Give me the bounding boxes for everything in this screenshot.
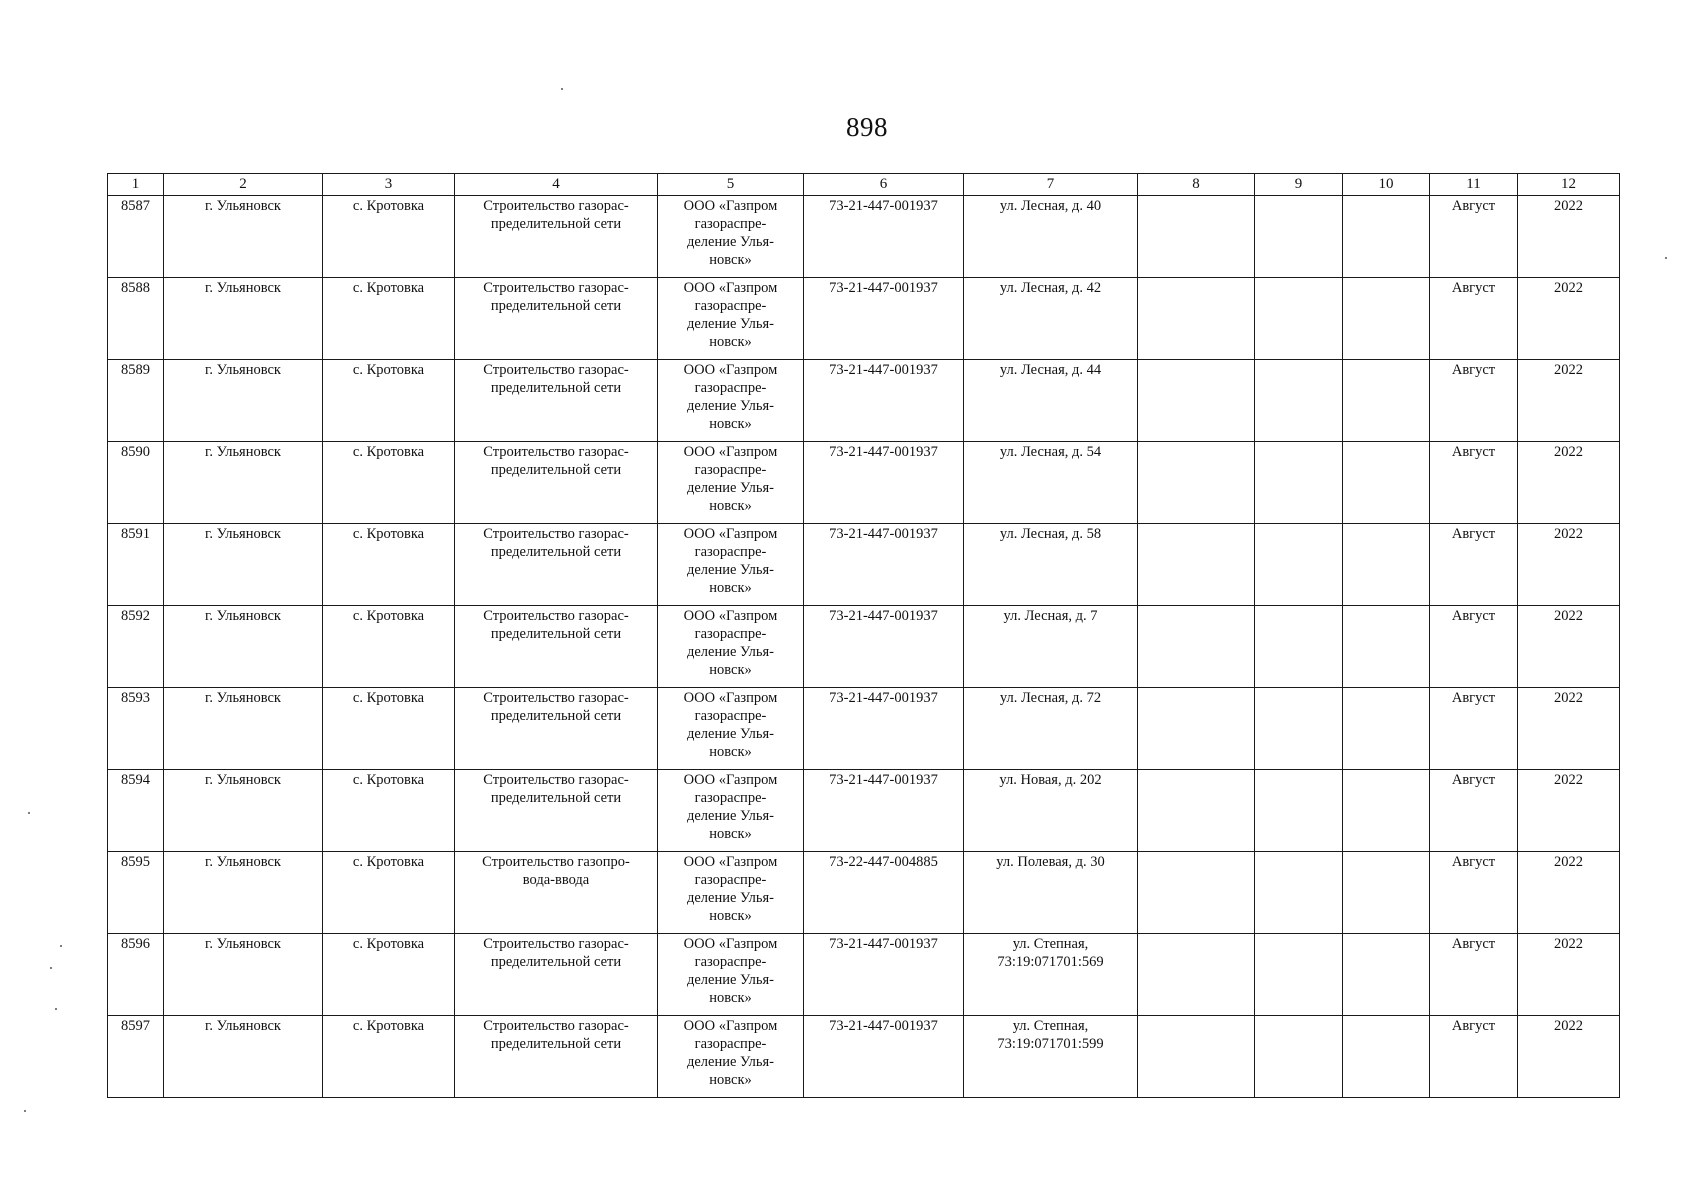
year-cell: 2022 [1518,524,1620,606]
column-header: 8 [1138,174,1255,196]
cell-line: новск» [709,1072,752,1088]
cell-line: деление Улья- [686,234,775,250]
cell-line: Строительство газорас- [483,280,629,296]
city-cell: г. Ульяновск [164,606,323,688]
column-header: 12 [1518,174,1620,196]
cell-line: ООО «Газпром [683,608,778,624]
work-type-cell [455,360,658,442]
record-number: 8590 [108,442,164,524]
cell-line: Строительство газорас- [483,608,629,624]
cell-line: газораспре- [694,216,767,232]
registry-number-cell: 73-21-447-001937 [804,360,964,442]
cell-line: ООО «Газпром [683,280,778,296]
column-header: 2 [164,174,323,196]
cell-line: ул. Лесная, д. 40 [999,198,1102,214]
registry-number-cell: 73-21-447-001937 [804,196,964,278]
registry-number-cell: 73-21-447-001937 [804,442,964,524]
cell-line: новск» [709,252,752,268]
cell-line: Строительство газорас- [483,526,629,542]
address-cell [964,770,1138,852]
scan-speck [60,945,62,947]
cell-line: ул. Лесная, д. 72 [999,690,1102,706]
col8-cell [1138,934,1255,1016]
table-row [108,606,1620,688]
village-cell: с. Кротовка [323,852,455,934]
record-number: 8594 [108,770,164,852]
column-header: 6 [804,174,964,196]
cell-line: ООО «Газпром [683,362,778,378]
col8-cell [1138,606,1255,688]
address-cell [964,1016,1138,1098]
col8-cell [1138,852,1255,934]
organization-cell [658,196,804,278]
cell-line: ООО «Газпром [683,444,778,460]
cell-line: новск» [709,498,752,514]
col9-cell [1255,278,1343,360]
city-cell: г. Ульяновск [164,770,323,852]
organization-cell [658,1016,804,1098]
cell-line: деление Улья- [686,316,775,332]
cell-line: ул. Новая, д. 202 [999,772,1102,788]
month-cell: Август [1430,934,1518,1016]
column-header: 11 [1430,174,1518,196]
cell-line: Строительство газорас- [483,936,629,952]
work-type-cell [455,852,658,934]
table-row [108,852,1620,934]
month-cell: Август [1430,442,1518,524]
table-row [108,934,1620,1016]
address-cell [964,934,1138,1016]
cell-line: ул. Лесная, д. 58 [999,526,1102,542]
work-type-cell [455,1016,658,1098]
month-cell: Август [1430,196,1518,278]
work-type-cell [455,196,658,278]
cell-line: пределительной сети [490,708,622,724]
cell-line: новск» [709,662,752,678]
work-type-cell [455,278,658,360]
cell-line: пределительной сети [490,954,622,970]
column-header: 4 [455,174,658,196]
table-row [108,770,1620,852]
month-cell: Август [1430,606,1518,688]
column-number-row [108,174,1620,196]
work-type-cell [455,688,658,770]
col9-cell [1255,606,1343,688]
cell-line: деление Улья- [686,1054,775,1070]
village-cell: с. Кротовка [323,688,455,770]
cell-line: Строительство газорас- [483,772,629,788]
village-cell: с. Кротовка [323,770,455,852]
column-header: 10 [1343,174,1430,196]
address-cell [964,442,1138,524]
year-cell: 2022 [1518,770,1620,852]
village-cell: с. Кротовка [323,360,455,442]
month-cell: Август [1430,524,1518,606]
address-cell [964,852,1138,934]
cell-line: ООО «Газпром [683,1018,778,1034]
cell-line: ул. Лесная, д. 44 [999,362,1102,378]
col8-cell [1138,442,1255,524]
address-cell [964,606,1138,688]
registry-number-cell: 73-21-447-001937 [804,524,964,606]
year-cell: 2022 [1518,852,1620,934]
cell-line: деление Улья- [686,480,775,496]
year-cell: 2022 [1518,688,1620,770]
column-header: 9 [1255,174,1343,196]
col10-cell [1343,688,1430,770]
column-header: 5 [658,174,804,196]
month-cell: Август [1430,852,1518,934]
col8-cell [1138,688,1255,770]
cell-line: Строительство газопро- [482,854,630,870]
city-cell: г. Ульяновск [164,360,323,442]
cell-line: газораспре- [694,544,767,560]
cell-line: газораспре- [694,790,767,806]
city-cell: г. Ульяновск [164,442,323,524]
village-cell: с. Кротовка [323,442,455,524]
record-number: 8593 [108,688,164,770]
city-cell: г. Ульяновск [164,524,323,606]
organization-cell [658,606,804,688]
cell-line: ООО «Газпром [683,854,778,870]
cell-line: газораспре- [694,708,767,724]
cell-line: ул. Лесная, д. 42 [999,280,1102,296]
record-number: 8592 [108,606,164,688]
cell-line: новск» [709,416,752,432]
organization-cell [658,852,804,934]
cell-line: ул. Полевая, д. 30 [996,854,1105,870]
cell-line: пределительной сети [490,626,622,642]
cell-line: газораспре- [694,954,767,970]
col9-cell [1255,524,1343,606]
cell-line: новск» [709,744,752,760]
col10-cell [1343,934,1430,1016]
work-type-cell [455,606,658,688]
registry-number-cell: 73-21-447-001937 [804,934,964,1016]
address-cell [964,278,1138,360]
village-cell: с. Кротовка [323,278,455,360]
record-number: 8589 [108,360,164,442]
cell-line: газораспре- [694,380,767,396]
address-cell [964,196,1138,278]
cell-line: газораспре- [694,872,767,888]
address-cell [964,524,1138,606]
organization-cell [658,770,804,852]
col10-cell [1343,852,1430,934]
cell-line: ул. Степная, [1012,1018,1089,1034]
scan-speck [1665,257,1667,259]
cell-line: газораспре- [694,298,767,314]
city-cell: г. Ульяновск [164,852,323,934]
year-cell: 2022 [1518,934,1620,1016]
registry-number-cell: 73-21-447-001937 [804,1016,964,1098]
city-cell: г. Ульяновск [164,278,323,360]
registry-number-cell: 73-21-447-001937 [804,278,964,360]
col8-cell [1138,196,1255,278]
organization-cell [658,360,804,442]
cell-line: пределительной сети [490,790,622,806]
col9-cell [1255,688,1343,770]
col9-cell [1255,1016,1343,1098]
cell-line: ул. Степная, [1012,936,1089,952]
cell-line: ООО «Газпром [683,936,778,952]
col10-cell [1343,770,1430,852]
village-cell: с. Кротовка [323,196,455,278]
organization-cell [658,688,804,770]
col8-cell [1138,524,1255,606]
city-cell: г. Ульяновск [164,1016,323,1098]
month-cell: Август [1430,770,1518,852]
col9-cell [1255,934,1343,1016]
col9-cell [1255,442,1343,524]
col9-cell [1255,770,1343,852]
record-number: 8591 [108,524,164,606]
cell-line: деление Улья- [686,726,775,742]
table-row [108,360,1620,442]
col10-cell [1343,606,1430,688]
column-header: 7 [964,174,1138,196]
cell-line: Строительство газорас- [483,198,629,214]
cell-line: ул. Лесная, д. 7 [1003,608,1098,624]
work-type-cell [455,524,658,606]
address-cell [964,688,1138,770]
cell-line: ООО «Газпром [683,690,778,706]
record-number: 8588 [108,278,164,360]
work-type-cell [455,770,658,852]
cell-line: газораспре- [694,1036,767,1052]
col10-cell [1343,442,1430,524]
cell-line: пределительной сети [490,1036,622,1052]
scan-speck [24,1110,26,1112]
cell-line: ООО «Газпром [683,772,778,788]
cell-line: пределительной сети [490,544,622,560]
col8-cell [1138,360,1255,442]
table-row [108,442,1620,524]
cell-line: 73:19:071701:599 [997,1036,1104,1052]
col9-cell [1255,852,1343,934]
table-row [108,196,1620,278]
cell-line: газораспре- [694,462,767,478]
col10-cell [1343,524,1430,606]
column-header: 1 [108,174,164,196]
city-cell: г. Ульяновск [164,196,323,278]
col8-cell [1138,1016,1255,1098]
month-cell: Август [1430,360,1518,442]
scan-speck [50,967,52,969]
organization-cell [658,278,804,360]
table-row [108,688,1620,770]
cell-line: новск» [709,908,752,924]
column-header: 3 [323,174,455,196]
village-cell: с. Кротовка [323,1016,455,1098]
cell-line: деление Улья- [686,562,775,578]
scan-speck [561,88,563,90]
table-row [108,278,1620,360]
year-cell: 2022 [1518,278,1620,360]
village-cell: с. Кротовка [323,934,455,1016]
col9-cell [1255,360,1343,442]
address-cell [964,360,1138,442]
cell-line: ул. Лесная, д. 54 [999,444,1102,460]
registry-number-cell: 73-22-447-004885 [804,852,964,934]
col8-cell [1138,770,1255,852]
table-row [108,1016,1620,1098]
year-cell: 2022 [1518,442,1620,524]
cell-line: деление Улья- [686,972,775,988]
col10-cell [1343,1016,1430,1098]
village-cell: с. Кротовка [323,524,455,606]
page-number: 898 [846,112,888,142]
cell-line: ООО «Газпром [683,198,778,214]
cell-line: новск» [709,334,752,350]
record-number: 8595 [108,852,164,934]
cell-line: пределительной сети [490,216,622,232]
col10-cell [1343,196,1430,278]
year-cell: 2022 [1518,606,1620,688]
cell-line: газораспре- [694,626,767,642]
registry-number-cell: 73-21-447-001937 [804,770,964,852]
cell-line: деление Улья- [686,808,775,824]
col10-cell [1343,278,1430,360]
organization-cell [658,934,804,1016]
work-type-cell [455,934,658,1016]
col8-cell [1138,278,1255,360]
city-cell: г. Ульяновск [164,688,323,770]
cell-line: 73:19:071701:569 [997,954,1104,970]
month-cell: Август [1430,1016,1518,1098]
scan-speck [28,812,30,814]
cell-line: новск» [709,990,752,1006]
register-table [107,173,1620,1098]
cell-line: деление Улья- [686,398,775,414]
record-number: 8596 [108,934,164,1016]
cell-line: ООО «Газпром [683,526,778,542]
work-type-cell [455,442,658,524]
cell-line: пределительной сети [490,462,622,478]
cell-line: вода-ввода [522,872,590,888]
registry-number-cell: 73-21-447-001937 [804,688,964,770]
cell-line: Строительство газорас- [483,690,629,706]
city-cell: г. Ульяновск [164,934,323,1016]
scan-speck [55,1008,57,1010]
cell-line: Строительство газорас- [483,1018,629,1034]
cell-line: Строительство газорас- [483,444,629,460]
cell-line: деление Улья- [686,644,775,660]
record-number: 8597 [108,1016,164,1098]
col10-cell [1343,360,1430,442]
cell-line: пределительной сети [490,298,622,314]
year-cell: 2022 [1518,360,1620,442]
cell-line: деление Улья- [686,890,775,906]
village-cell: с. Кротовка [323,606,455,688]
cell-line: новск» [709,580,752,596]
month-cell: Август [1430,688,1518,770]
organization-cell [658,524,804,606]
year-cell: 2022 [1518,1016,1620,1098]
cell-line: Строительство газорас- [483,362,629,378]
col9-cell [1255,196,1343,278]
cell-line: новск» [709,826,752,842]
month-cell: Август [1430,278,1518,360]
record-number: 8587 [108,196,164,278]
table-body [108,196,1620,1098]
registry-number-cell: 73-21-447-001937 [804,606,964,688]
year-cell: 2022 [1518,196,1620,278]
cell-line: пределительной сети [490,380,622,396]
organization-cell [658,442,804,524]
table-row [108,524,1620,606]
